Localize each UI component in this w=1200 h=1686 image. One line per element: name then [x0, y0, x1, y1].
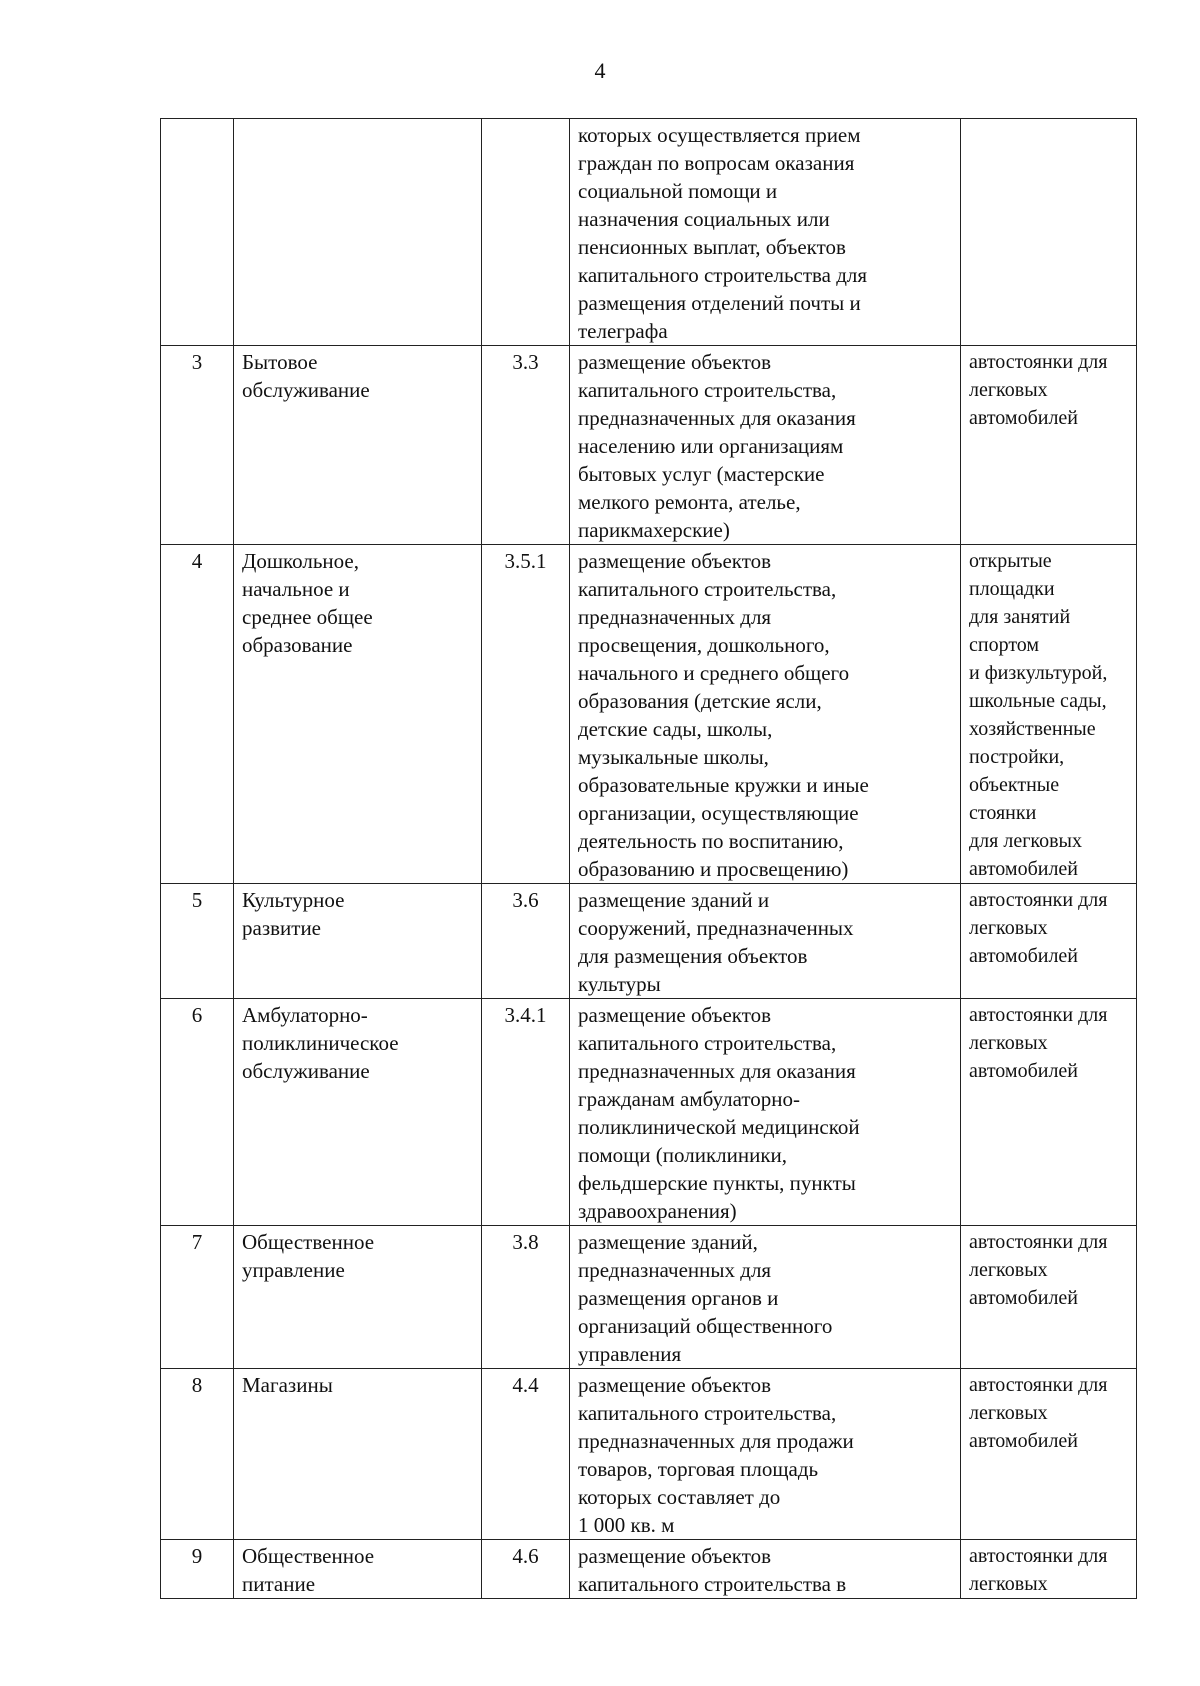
description-cell: размещение объектов капитального строительства, предназначенных для оказания населению или организациям бытовых услуг (мастерские мелкого ремонта, ателье, парикмахерские) — [570, 346, 961, 545]
use-code-cell: 3.4.1 — [482, 999, 570, 1226]
use-type-cell: Бытовое обслуживание — [234, 346, 482, 545]
description-cell: размещение объектов капитального строительства, предназначенных для оказания гражданам амбулаторно- поликлинической медицинской помощи (поликлиники, фельдшерские пункты, пункты здравоохранения) — [570, 999, 961, 1226]
row-number-cell: 9 — [161, 1540, 234, 1599]
use-type-cell: Общественное питание — [234, 1540, 482, 1599]
auxiliary-use-cell: автостоянки для легковых — [961, 1540, 1137, 1599]
land-use-table — [160, 118, 1137, 1599]
use-code-cell: 4.4 — [482, 1369, 570, 1540]
description-cell: размещение объектов капитального строительства в — [570, 1540, 961, 1599]
description-cell: размещение зданий и сооружений, предназначенных для размещения объектов культуры — [570, 884, 961, 999]
auxiliary-use-cell: открытые площадки для занятий спортом и физкультурой, школьные сады, хозяйственные постройки, объектные стоянки для легковых автомобилей — [961, 545, 1137, 884]
table-row — [161, 119, 1137, 346]
use-code-cell: 3.3 — [482, 346, 570, 545]
use-type-cell: Общественное управление — [234, 1226, 482, 1369]
use-code-cell: 4.6 — [482, 1540, 570, 1599]
use-code-cell: 3.6 — [482, 884, 570, 999]
row-number-cell — [161, 119, 234, 346]
use-type-cell: Дошкольное, начальное и среднее общее образование — [234, 545, 482, 884]
table-row — [161, 1369, 1137, 1540]
table-row — [161, 999, 1137, 1226]
auxiliary-use-cell — [961, 119, 1137, 346]
table-row — [161, 884, 1137, 999]
row-number-cell: 6 — [161, 999, 234, 1226]
row-number-cell: 7 — [161, 1226, 234, 1369]
row-number-cell: 4 — [161, 545, 234, 884]
description-cell: размещение объектов капитального строительства, предназначенных для продажи товаров, торговая площадь которых составляет до 1 000 кв. м — [570, 1369, 961, 1540]
auxiliary-use-cell: автостоянки для легковых автомобилей — [961, 884, 1137, 999]
page-number: 4 — [594, 58, 606, 83]
use-code-cell: 3.8 — [482, 1226, 570, 1369]
use-type-cell: Амбулаторно- поликлиническое обслуживание — [234, 999, 482, 1226]
use-type-cell: Магазины — [234, 1369, 482, 1540]
use-type-cell — [234, 119, 482, 346]
row-number-cell: 3 — [161, 346, 234, 545]
table-row — [161, 346, 1137, 545]
auxiliary-use-cell: автостоянки для легковых автомобилей — [961, 999, 1137, 1226]
auxiliary-use-cell: автостоянки для легковых автомобилей — [961, 1226, 1137, 1369]
auxiliary-use-cell: автостоянки для легковых автомобилей — [961, 1369, 1137, 1540]
use-code-cell: 3.5.1 — [482, 545, 570, 884]
description-cell: которых осуществляется прием граждан по вопросам оказания социальной помощи и назначения социальных или пенсионных выплат, объектов капитального строительства для размещения отделений почты и телеграфа — [570, 119, 961, 346]
description-cell: размещение зданий, предназначенных для размещения органов и организаций общественного управления — [570, 1226, 961, 1369]
row-number-cell: 8 — [161, 1369, 234, 1540]
table-row — [161, 1540, 1137, 1599]
table-row — [161, 545, 1137, 884]
auxiliary-use-cell: автостоянки для легковых автомобилей — [961, 346, 1137, 545]
use-code-cell — [482, 119, 570, 346]
use-type-cell: Культурное развитие — [234, 884, 482, 999]
description-cell: размещение объектов капитального строительства, предназначенных для просвещения, дошкольного, начального и среднего общего образования (детские ясли, детские сады, школы, музыкальные школы, образовательные кружки и иные организации, осуществляющие деятельность по воспитанию, образованию и просвещению) — [570, 545, 961, 884]
table-row — [161, 1226, 1137, 1369]
row-number-cell: 5 — [161, 884, 234, 999]
